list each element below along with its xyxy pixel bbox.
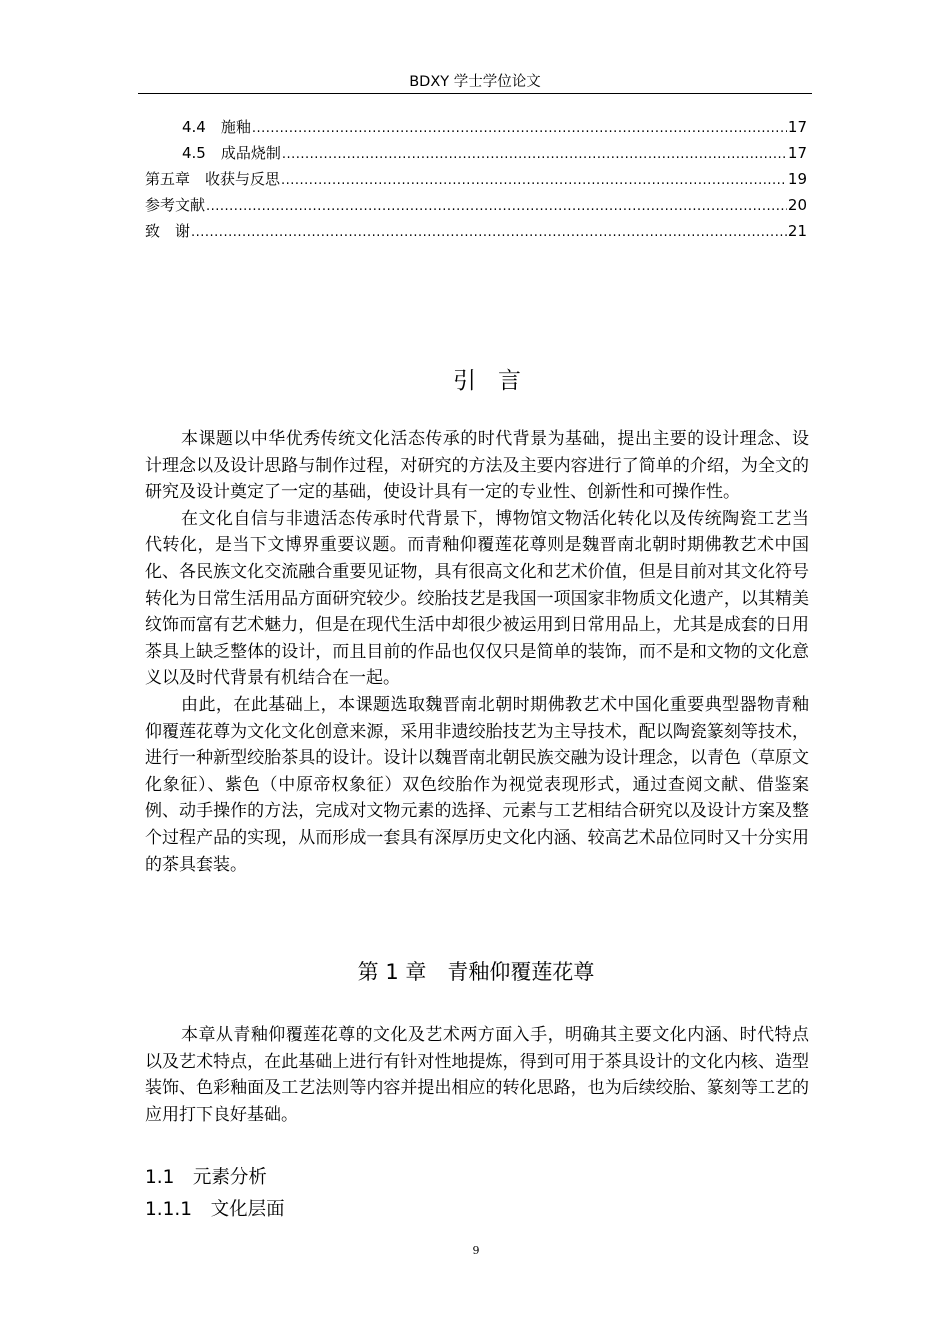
toc-entry-label: 第五章 收获与反思 [145, 170, 281, 188]
chapter-heading: 第 1 章 青釉仰覆莲花尊 [357, 960, 595, 984]
toc-entry-page: 20 [787, 196, 807, 214]
toc-leader-dots [281, 173, 787, 188]
toc-entry-page: 17 [787, 144, 807, 162]
toc-entry-page: 21 [787, 222, 807, 240]
toc-entry-label: 参考文献 [145, 196, 206, 214]
page-number: 9 [472, 1244, 480, 1257]
toc-entry-page: 17 [787, 118, 807, 136]
intro-paragraph: 本课题以中华优秀传统文化活态传承的时代背景为基础，提出主要的设计理念、设计理念以及设计思路与制作过程，对研究的方法及主要内容进行了简单的介绍，为全文的研究及设计奠定了一定的基础，使设计具有一定的专业性、创新性和可操作性。 [145, 429, 809, 503]
intro-body [145, 426, 809, 878]
chapter-paragraph: 本章从青釉仰覆莲花尊的文化及艺术两方面入手，明确其主要文化内涵、时代特点以及艺术特点，在此基础上进行有针对性地提炼，得到可用于茶具设计的文化内核、造型装饰、色彩釉面及工艺法则等内容并提出相应的转化思路，也为后续绞胎、篆刻等工艺的应用打下良好基础。 [145, 1025, 809, 1125]
toc-entry[interactable] [145, 194, 807, 220]
toc-entry-label: 4.5 成品烧制 [182, 144, 281, 162]
toc-entry[interactable] [145, 116, 807, 142]
section-heading: 1.1 元素分析 [145, 1167, 267, 1188]
toc-entry[interactable] [145, 168, 807, 194]
intro-heading: 引言 [453, 368, 543, 394]
toc-entry[interactable] [145, 220, 807, 246]
toc-entry-page: 19 [787, 170, 807, 188]
toc-leader-dots [252, 121, 787, 136]
table-of-contents [145, 116, 807, 246]
toc-leader-dots [191, 225, 787, 240]
intro-paragraph: 由此，在此基础上，本课题选取魏晋南北朝时期佛教艺术中国化重要典型器物青釉仰覆莲花尊为文化文化创意来源，采用非遗绞胎技艺为主导技术，配以陶瓷篆刻等技术，进行一种新型绞胎茶具的设计。设计以魏晋南北朝民族交融为设计理念，以青色（草原文化象征）、紫色（中原帝权象征）双色绞胎作为视觉表现形式，通过查阅文献、借鉴案例、动手操作的方法，完成对文物元素的选择、元素与工艺相结合研究以及设计方案及整个过程产品的实现，从而形成一套具有深厚历史文化内涵、较高艺术品位同时又十分实用的茶具套装。 [145, 694, 809, 875]
intro-paragraph: 在文化自信与非遗活态传承时代背景下，博物馆文物活化转化以及传统陶瓷工艺当代转化，是当下文博界重要议题。而青釉仰覆莲花尊则是魏晋南北朝时期佛教艺术中国化、各民族文化交流融合重要见证物，具有很高文化和艺术价值，但是目前对其文化符号转化为日常生活用品方面研究较少。绞胎技艺是我国一项国家非物质文化遗产，以其精美纹饰而富有艺术魅力，但是在现代生活中却很少被运用到日常用品上，尤其是成套的日用茶具上缺乏整体的设计，而且目前的作品也仅仅只是简单的装饰，而不是和文物的文化意义以及时代背景有机结合在一起。 [145, 508, 809, 689]
toc-entry-label: 4.4 施釉 [182, 118, 251, 136]
toc-entry[interactable] [145, 142, 807, 168]
toc-leader-dots [282, 147, 787, 162]
toc-leader-dots [206, 199, 787, 214]
chapter-body [145, 1022, 809, 1128]
toc-entry-label: 致 谢 [145, 222, 191, 240]
subsection-heading: 1.1.1 文化层面 [145, 1199, 285, 1220]
header-rule [138, 93, 812, 94]
running-header: BDXY 学士学位论文 [409, 74, 541, 90]
